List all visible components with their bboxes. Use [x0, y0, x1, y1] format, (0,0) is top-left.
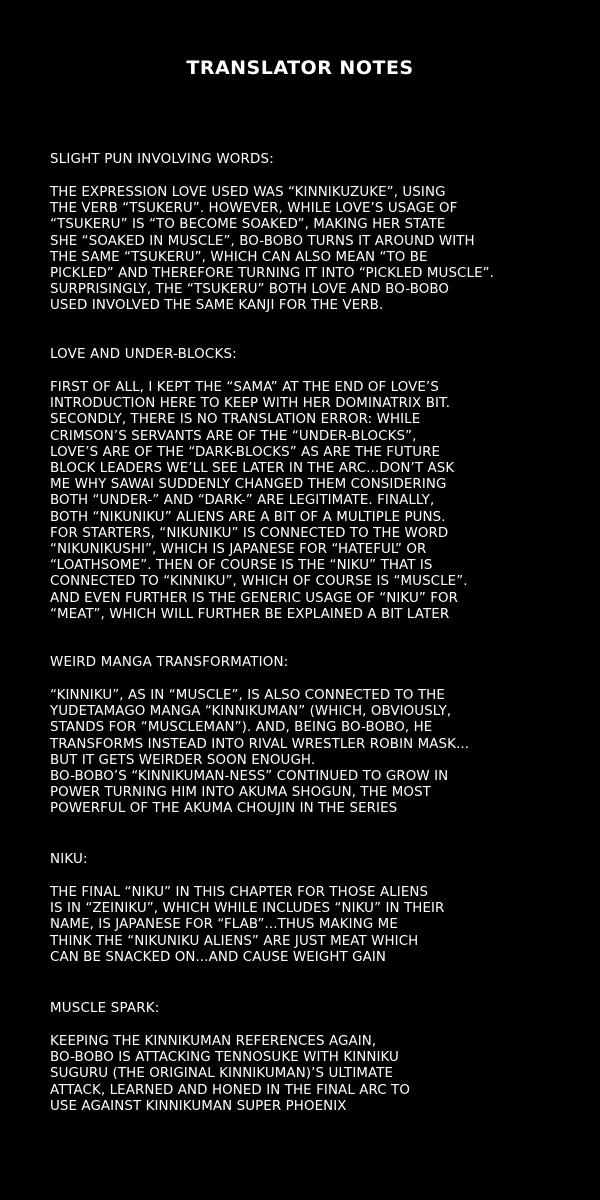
section-body [50, 885, 570, 966]
body-line: BOTH “UNDER-” AND “DARK-” ARE LEGITIMATE. FINALLY, [50, 493, 435, 509]
section-body [50, 688, 570, 818]
body-line: “LOATHSOME”. THEN OF COURSE IS THE “NIKU” THAT IS [50, 558, 433, 574]
body-line: ATTACK, LEARNED AND HONED IN THE FINAL ARC TO [50, 1082, 410, 1098]
body-line: THE EXPRESSION LOVE USED WAS “KINNIKUZUKE”, USING [50, 185, 446, 200]
section-heading: WEIRD MANGA TRANSFORMATION: [50, 655, 289, 670]
body-line: BO-BOBO’S “KINNIKUMAN-NESS” CONTINUED TO GROW IN [50, 769, 449, 785]
body-line: KEEPING THE KINNIKUMAN REFERENCES AGAIN, [50, 1034, 377, 1049]
body-line: USE AGAINST KINNIKUMAN SUPER PHOENIX [50, 1098, 347, 1114]
body-line: THINK THE “NIKUNIKU ALIENS” ARE JUST MEAT WHICH [50, 933, 419, 949]
body-line: BLOCK LEADERS WE’LL SEE LATER IN THE ARC...DON’T ASK [50, 461, 455, 477]
body-line: PICKLED” AND THEREFORE TURNING IT INTO “PICKLED MUSCLE”. [50, 266, 495, 282]
body-line: THE VERB “TSUKERU”. HOWEVER, WHILE LOVE’S USAGE OF [50, 201, 458, 217]
body-line: “NIKUNIKUSHI”, WHICH IS JAPANESE FOR “HATEFUL” OR [50, 542, 427, 558]
body-line: ME WHY SAWAI SUDDENLY CHANGED THEM CONSIDERING [50, 477, 447, 493]
body-line: BUT IT GETS WEIRDER SOON ENOUGH. [50, 752, 316, 768]
body-line: “MEAT”, WHICH WILL FURTHER BE EXPLAINED A BIT LATER [50, 606, 450, 622]
body-line: STANDS FOR “MUSCLEMAN”). AND, BEING BO-BOBO, HE [50, 720, 433, 736]
body-line: “TSUKERU” IS “TO BECOME SOAKED”, MAKING HER STATE [50, 217, 446, 233]
body-line: SECONDLY, THERE IS NO TRANSLATION ERROR: WHILE [50, 412, 421, 428]
section-heading: NIKU: [50, 852, 88, 867]
body-line: BO-BOBO IS ATTACKING TENNOSUKE WITH KINNIKU [50, 1050, 399, 1066]
body-line: BOTH “NIKUNIKU” ALIENS ARE A BIT OF A MULTIPLE PUNS. [50, 509, 446, 525]
body-line: NAME, IS JAPANESE FOR “FLAB”...THUS MAKING ME [50, 917, 398, 933]
body-line: IS IN “ZEINIKU”, WHICH WHILE INCLUDES “NIKU” IN THEIR [50, 901, 445, 917]
section-muscle-spark [50, 999, 570, 1115]
body-line: FOR STARTERS, “NIKUNIKU” IS CONNECTED TO THE WORD [50, 525, 449, 541]
section-slight-pun [50, 150, 570, 315]
body-line: SURPRISINGLY, THE “TSUKERU” BOTH LOVE AND BO-BOBO [50, 282, 450, 298]
body-line: YUDETAMAGO MANGA “KINNIKUMAN” (WHICH, OBVIOUSLY, [50, 704, 452, 720]
section-body [50, 185, 570, 315]
body-line: CONNECTED TO “KINNIKU”, WHICH OF COURSE IS “MUSCLE”. [50, 574, 468, 590]
body-line: “KINNIKU”, AS IN “MUSCLE”, IS ALSO CONNECTED TO THE [50, 688, 445, 703]
body-line: SUGURU (THE ORIGINAL KINNIKUMAN)’S ULTIMATE [50, 1066, 394, 1082]
section-body [50, 380, 570, 623]
section-heading: LOVE AND UNDER-BLOCKS: [50, 347, 237, 362]
body-line: LOVE’S ARE OF THE “DARK-BLOCKS” AS ARE THE FUTURE [50, 444, 441, 460]
page-title: TRANSLATOR NOTES [186, 57, 414, 79]
body-line: TRANSFORMS INSTEAD INTO RIVAL WRESTLER ROBIN MASK... [50, 736, 470, 752]
section-love-under-blocks [50, 345, 570, 623]
body-line: USED INVOLVED THE SAME KANJI FOR THE VERB. [50, 298, 384, 314]
body-line: POWER TURNING HIM INTO AKUMA SHOGUN, THE MOST [50, 785, 431, 801]
section-weird-manga [50, 653, 570, 818]
section-niku [50, 850, 570, 966]
body-line: SHE “SOAKED IN MUSCLE”, BO-BOBO TURNS IT AROUND WITH [50, 233, 475, 249]
body-line: THE FINAL “NIKU” IN THIS CHAPTER FOR THOSE ALIENS [50, 885, 429, 900]
section-heading: SLIGHT PUN INVOLVING WORDS: [50, 152, 274, 167]
body-line: CAN BE SNACKED ON...AND CAUSE WEIGHT GAIN [50, 949, 387, 965]
body-line: AND EVEN FURTHER IS THE GENERIC USAGE OF “NIKU” FOR [50, 590, 459, 606]
section-heading: MUSCLE SPARK: [50, 1001, 160, 1016]
body-line: INTRODUCTION HERE TO KEEP WITH HER DOMINATRIX BIT. [50, 396, 451, 412]
body-line: THE SAME “TSUKERU”, WHICH CAN ALSO MEAN “TO BE [50, 249, 428, 265]
body-line: POWERFUL OF THE AKUMA CHOUJIN IN THE SERIES [50, 801, 398, 817]
body-line: FIRST OF ALL, I KEPT THE “SAMA” AT THE END OF LOVE’S [50, 380, 439, 395]
body-line: CRIMSON’S SERVANTS ARE OF THE “UNDER-BLOCKS”, [50, 428, 417, 444]
section-body [50, 1034, 570, 1115]
